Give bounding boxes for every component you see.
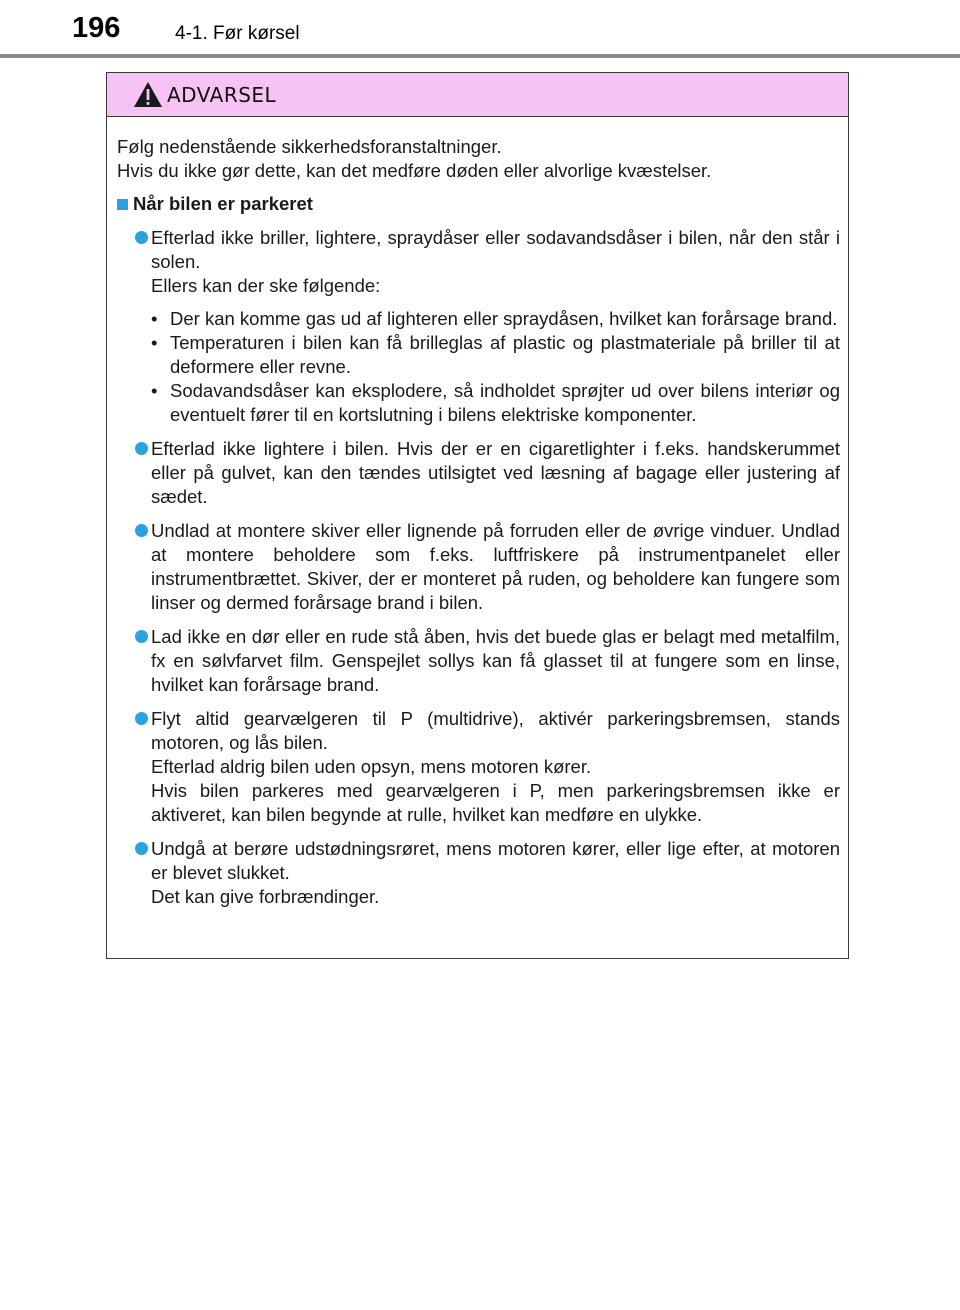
bullet-icon: • [151,332,158,353]
item-paragraph: Det kan give forbrændinger. [151,886,380,907]
header-rule [0,54,960,58]
warning-triangle-icon [133,81,163,108]
circle-bullet-icon [135,842,148,855]
warning-body [107,117,848,909]
item-paragraph: Hvis bilen parkeres med gearvælgeren i P, men parkeringsbremsen ikke er aktiveret, kan bilen begynde at rulle, hvilket kan medføre en ulykke. [151,780,840,825]
item-paragraph: Flyt altid gearvælgeren til P (multidrive), aktivér parkeringsbremsen, stands motoren, og lås bilen. [151,708,840,753]
warning-title: ADVARSEL [167,83,277,107]
list-item [117,837,840,909]
chapter-title: 4-1. Før kørsel [175,23,300,44]
circle-bullet-icon [135,231,148,244]
square-bullet-icon [117,199,128,210]
circle-bullet-icon [135,524,148,537]
item-paragraph: Efterlad ikke briller, lightere, spraydåser eller sodavandsdåser i bilen, når den står i solen. [151,227,840,272]
sub-item-text: Sodavandsdåser kan eksplodere, så indholdet sprøjter ud over bilens interiør og eventuelt fører til en kortslutning i bilens elektriske komponenter. [170,380,840,425]
intro-line: Følg nedenstående sikkerhedsforanstaltninger. [117,136,502,157]
circle-bullet-icon [135,630,148,643]
list-item [117,625,840,697]
page-header [0,0,960,60]
item-paragraph: Efterlad ikke lightere i bilen. Hvis der er en cigaretlighter i f.eks. handskerummet eller på gulvet, kan den tændes utilsigtet ved læsning af bagage eller justering af sædet. [151,438,840,507]
warning-header [107,73,848,117]
sub-list-item [151,379,840,427]
sub-list-item [151,331,840,379]
sub-item-text: Der kan komme gas ud af lighteren eller spraydåsen, hvilket kan forårsage brand. [170,308,838,329]
warning-intro [117,135,840,183]
list-item [117,707,840,827]
item-paragraph: Ellers kan der ske følgende: [151,275,381,296]
sub-list [151,307,840,427]
page-number: 196 [72,12,121,44]
item-paragraph: Undgå at berøre udstødningsrøret, mens motoren kører, eller lige efter, at motoren er blevet slukket. [151,838,840,883]
circle-bullet-icon [135,442,148,455]
warning-box [106,72,849,959]
circle-bullet-icon [135,712,148,725]
intro-line: Hvis du ikke gør dette, kan det medføre døden eller alvorlige kvæstelser. [117,160,712,181]
item-paragraph: Efterlad aldrig bilen uden opsyn, mens motoren kører. [151,756,592,777]
section-title: Når bilen er parkeret [133,193,313,214]
item-paragraph: Undlad at montere skiver eller lignende på forruden eller de øvrige vinduer. Undlad at montere beholdere som f.eks. luftfriskere på instrumentpanelet eller instrumentbrættet. Skiver, der er monteret på ruden, og beholdere kan fungere som linser og dermed forårsage brand i bilen. [151,520,840,613]
list-item [117,437,840,509]
sub-item-text: Temperaturen i bilen kan få brilleglas af plastic og plastmateriale på briller til at deformere eller revne. [170,332,840,377]
bullet-icon: • [151,308,158,329]
section-heading [117,192,840,216]
list-item [117,226,840,427]
list-item [117,519,840,615]
sub-list-item [151,307,840,331]
item-paragraph: Lad ikke en dør eller en rude stå åben, hvis det buede glas er belagt med metalfilm, fx en sølvfarvet film. Genspejlet sollys kan få glasset til at fungere som en linse, hvilket kan forårsage brand. [151,626,840,695]
bullet-icon: • [151,380,158,401]
